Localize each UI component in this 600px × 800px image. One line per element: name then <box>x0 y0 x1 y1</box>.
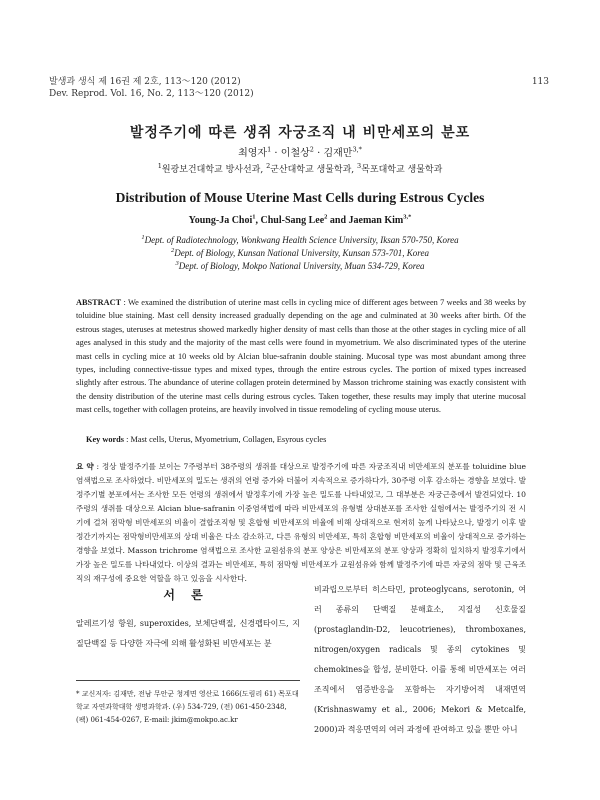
author-superscript: 1 <box>252 213 256 221</box>
abstract-label: ABSTRACT <box>76 298 122 307</box>
keywords <box>86 435 526 444</box>
author-separator: · <box>317 148 321 159</box>
keywords-label: Key words <box>86 435 125 444</box>
footnote-text: 교신저자: 김재만, 전남 무안군 청계면 영산로 1666(도림리 61) 목포대학교 자연과학대학 생명과학과. (우) 534-729, (전) 061-450-2348, (팩) 061-454-0267, E-mail: jkim@mokpo.ac.kr <box>76 690 299 724</box>
affiliation-text: Dept. of Radiotechnology, Wonkwang Health Science University, Iksan 570-750, Korea <box>144 235 459 245</box>
affiliation-text: Dept. of Biology, Kunsan National University, Kunsan 573-701, Korea <box>174 248 429 258</box>
introduction-left-column: 알레르기성 항원, superoxides, 보체단백질, 신경펩타이드, 지질단백질 등 다양한 자극에 의해 활성화된 비만세포는 분 <box>76 619 300 648</box>
affiliation-text: 목포대학교 생물학과 <box>361 165 443 175</box>
author-name: 최영자 <box>238 148 268 159</box>
author-superscript: 2 <box>309 145 314 154</box>
author-name: Chul-Sang Lee <box>260 215 325 226</box>
affiliation-superscript: 3 <box>175 260 179 267</box>
journal-header <box>49 76 549 100</box>
affiliation-text: 군산대학교 생물학과, <box>270 165 358 175</box>
author-superscript: 3,* <box>403 213 412 221</box>
footnote-mark: * <box>76 690 80 698</box>
affiliation-superscript: 2 <box>266 162 271 170</box>
introduction-right-column: 비과립으로부터 히스타민, proteoglycans, serotonin, 여러 종류의 단백질 분해효소, 지질성 신호물질(prostaglandin-D2, leucotrienes), thromboxanes, nitrogen/oxygen radicals 및 종의 cytokines 및 chemokines을 합성, 분비한다. 이를 통해 비만세포는 여러 조직에서 염증반응을 포함하는 자기방어적 내재면역 (Krishnaswamy et al., 2006; Mekori & Metcalfe, 2000)과 적응면역의 여러 과정에 관여하고 있을 뿐만 아니 <box>314 585 526 734</box>
introduction-heading: 서 론 <box>163 588 209 602</box>
english-title: Distribution of Mouse Uterine Mast Cells during Estrous Cycles <box>115 190 485 205</box>
author-name: Young-Ja Choi <box>188 215 253 226</box>
korean-abstract-label: 요 약 <box>76 462 94 471</box>
author-name: 김재만 <box>323 148 353 159</box>
journal-citation-english: Dev. Reprod. Vol. 16, No. 2, 113～120 (2012) <box>49 89 254 99</box>
english-authors: Young-Ja Choi$^1$, Chul-Sang Lee$^2$ and Jaeman Kim$^{3,*}$ <box>188 213 412 226</box>
author-name: 이철상 <box>280 148 310 159</box>
korean-title: 발정주기에 따른 생쥐 자궁조직 내 비만세포의 분포 <box>129 125 471 141</box>
keywords-text: : Mast cells, Uterus, Myometrium, Collagen, Esyrous cycles <box>124 435 327 444</box>
korean-abstract-text: : 정상 발정주기를 보이는 7주령부터 38주령의 생쥐를 대상으로 발정주기에 따른 자궁조직내 비만세포의 분포를 toluidine blue 염색법으로 조사하였다. 비만세포의 밀도는 생쥐의 연령 증가와 더불어 지속적으로 증가하다가, 30주령 이후 감소하는 경향을 보였다. 발정주기별 분포에서는 조사한 모든 연령의 생쥐에서 발정후기에 가장 높은 밀도를 나타내었고, 그 대부분은 자궁근층에서 발견되었다. 10주령의 생쥐를 대상으로 Alcian blue-safranin 이중염색법에 따라 비만세포의 유형별 상대분포를 조사한 실험에서는 발정주기의 전 시기에 걸쳐 점막형 비만세포의 비율이 결합조직형 및 혼합형 비만세포의 비율에 비해 상대적으로 현저히 높게 나타났으나, 발정기 이후 발정간기까지는 점막형비만세포의 상대 비율은 다소 감소하고, 다른 유형의 비만세포, 특히 혼합형 비만세포의 비율이 상대적으로 증가하는 경향을 보였다. Masson trichrome 염색법으로 조사한 교원섬유의 분포 양상은 비만세포의 분포 양상과 정확히 일치하지 발정후기에서 가장 높은 밀도를 나타내었다. 이상의 결과는 비만세포, 특히 점막형 비만세포가 교원섬유와 함께 발정주기에 따른 자궁의 점막 및 근육조직의 재구성에 중요한 역할을 하고 있음을 시사한다. <box>76 462 527 583</box>
english-abstract <box>76 296 526 417</box>
author-superscript: 1 <box>267 145 272 154</box>
affiliation-superscript: 3 <box>357 162 362 170</box>
english-affiliations <box>0 234 600 273</box>
korean-abstract <box>76 460 526 586</box>
author-conjunction: and <box>327 215 349 226</box>
abstract-text: : We examined the distribution of uterine mast cells in cycling mice of different ages between 7 weeks and 38 weeks by toluidine blue staining. Mast cell density increased gradually depending on the age and culminated at 30 weeks after birth. Of the estrous stages, uteruses at metestrus showed markedly higher density of mast cells than those at the other stages in cycling mice of all ages analysed in this study and the majority of the mast cells were found in myometrium. We also discriminated types of the uterine mast cells in cycling mice at 10 weeks old by Alcian blue-safranin double staining. Mucosal type was most abundant among three types, including connective-tissue types and mixed types, through the entire estrous cycles. The portion of mixed types increased slightly after estrous. The abundance of uterine collagen protein determined by Masson trichrome staining was exactly consistent with the density distribution of the uterine mast cells during estrous cycles. Taken together, these results may imply that uterine mucosal mast cells, together with collagen proteins, are heavily involved in tissue remodeling of cycling mouse uterus. <box>76 298 526 415</box>
korean-affiliations <box>0 162 600 175</box>
author-superscript: 3,* <box>352 145 362 154</box>
affiliation-text: Dept. of Biology, Mokpo National University, Muan 534-729, Korea <box>178 261 425 271</box>
corresponding-author-footnote <box>76 688 300 727</box>
affiliation-line <box>0 260 600 273</box>
page-number: 113 <box>531 77 549 87</box>
author-separator: · <box>274 148 278 159</box>
affiliation-superscript: 2 <box>171 247 175 254</box>
affiliation-superscript: 1 <box>141 234 145 241</box>
affiliation-line <box>0 247 600 260</box>
author-name: Jaeman Kim <box>348 215 404 226</box>
footnote-divider <box>76 680 300 681</box>
affiliation-line <box>0 234 600 247</box>
korean-authors <box>0 144 600 159</box>
affiliation-text: 원광보건대학교 방사선과, <box>161 165 267 175</box>
journal-citation-korean: 발생과 생식 제 16권 제 2호, 113～120 (2012) <box>49 77 241 87</box>
author-superscript: 2 <box>324 213 328 221</box>
affiliation-superscript: 1 <box>157 162 162 170</box>
